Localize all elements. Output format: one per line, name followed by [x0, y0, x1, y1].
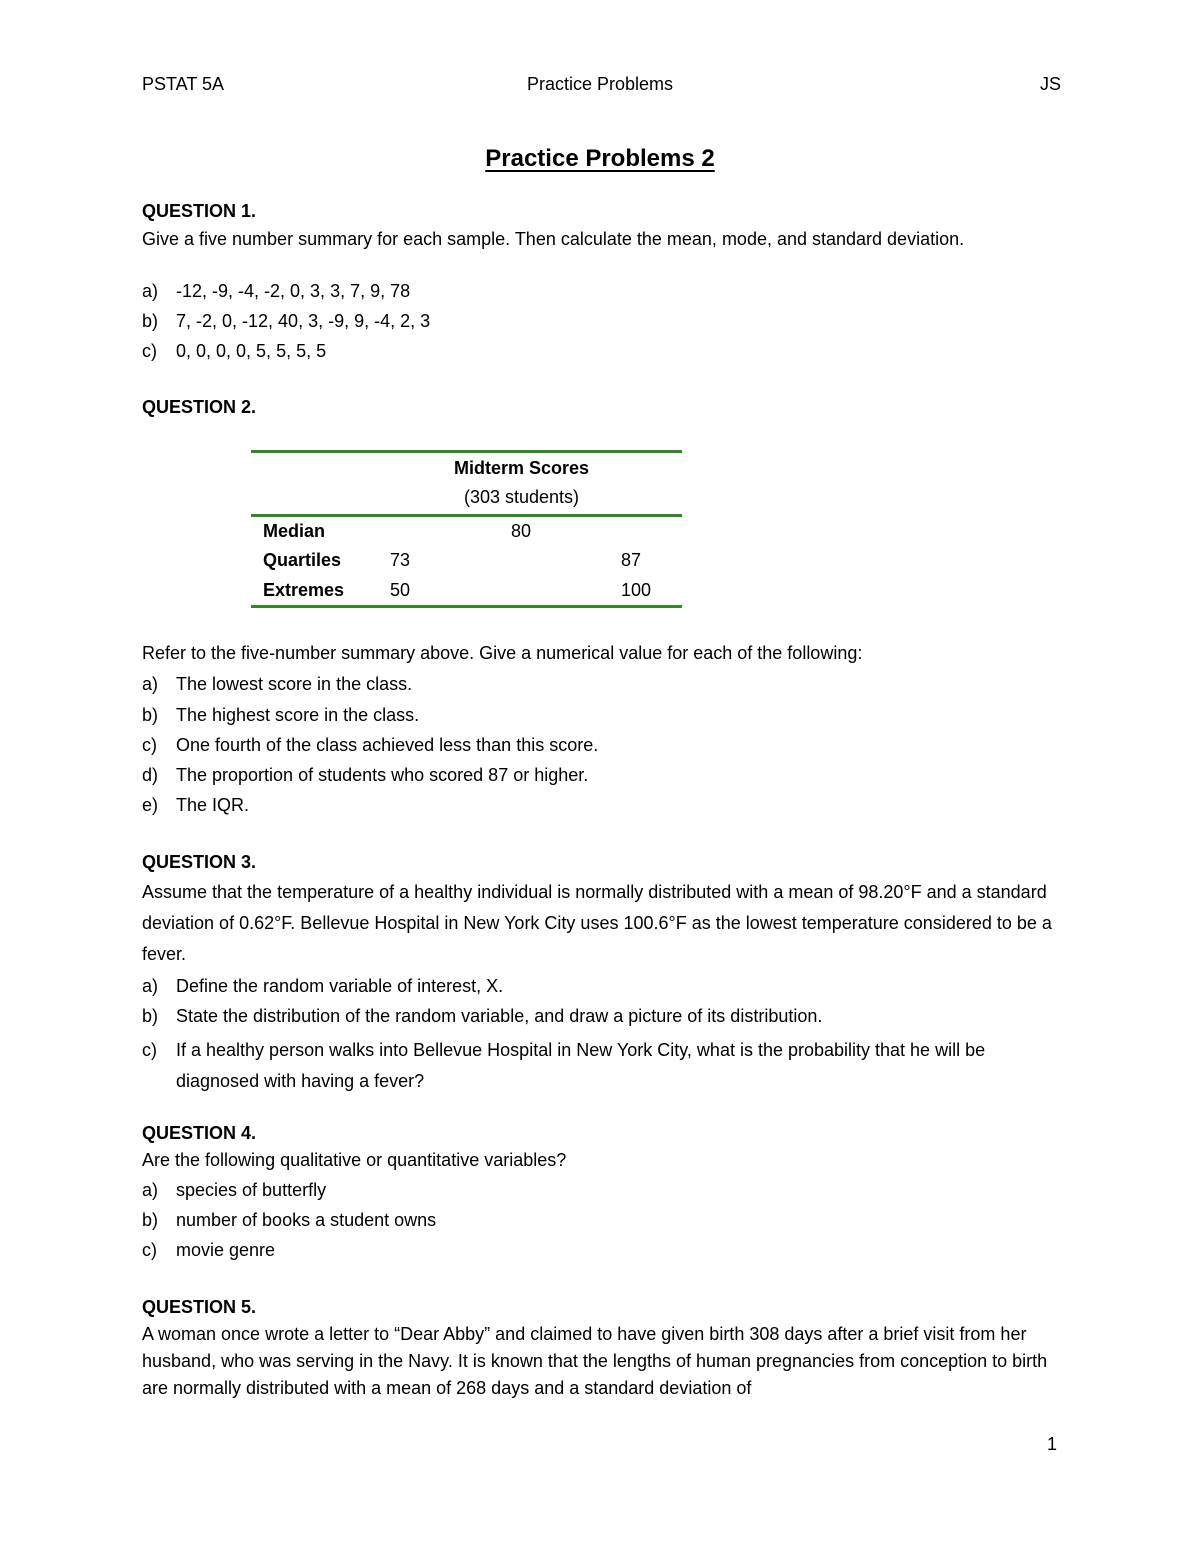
question-2-item-c [142, 734, 1072, 756]
item-text: If a healthy person walks into Bellevue Hospital in New York City, what is the probability that he will be diagnosed with having a fever? [176, 1040, 986, 1091]
question-1-item-a [142, 280, 1072, 302]
question-3-text: Assume that the temperature of a healthy individual is normally distributed with a mean of 98.20°F and a standard deviation of 0.62°F. Bellevue Hospital in New York City uses 100.6°F as the lowest temperature considered to be a fever. [142, 882, 1052, 964]
header-title: Practice Problems [526, 74, 674, 94]
item-label: a) [142, 674, 159, 694]
item-text: species of butterfly [176, 1180, 327, 1200]
question-2-text: Refer to the five-number summary above. Give a numerical value for each of the following: [142, 643, 863, 663]
question-1-item-b [142, 310, 1072, 332]
table-cell-mid: 80 [511, 521, 532, 541]
question-2-heading: QUESTION 2. [142, 397, 257, 417]
question-4-item-b [142, 1209, 1072, 1231]
item-label: b) [142, 705, 159, 725]
table-row-label: Quartiles [263, 550, 342, 570]
item-text: -12, -9, -4, -2, 0, 3, 3, 7, 9, 78 [176, 281, 411, 301]
question-3-item-c [142, 1035, 1072, 1097]
item-text: Define the random variable of interest, X. [176, 976, 504, 996]
item-text: The highest score in the class. [176, 705, 420, 725]
table-title: Midterm Scores [453, 458, 590, 478]
question-4-heading: QUESTION 4. [142, 1123, 257, 1143]
question-2-item-e [142, 794, 1072, 816]
table-cell-high: 100 [621, 580, 652, 600]
header-course: PSTAT 5A [142, 74, 225, 94]
header-initials: JS [1040, 74, 1062, 94]
question-2-item-a [142, 673, 1072, 695]
question-3-heading: QUESTION 3. [142, 852, 257, 872]
question-1-heading: QUESTION 1. [142, 201, 257, 221]
item-label: e) [142, 795, 159, 815]
question-5-heading: QUESTION 5. [142, 1297, 257, 1317]
item-text: movie genre [176, 1240, 276, 1260]
item-label: c) [142, 1040, 157, 1060]
question-1-item-c [142, 340, 1072, 362]
item-text: number of books a student owns [176, 1210, 437, 1230]
item-text: One fourth of the class achieved less than this score. [176, 735, 599, 755]
item-text: The IQR. [176, 795, 250, 815]
question-2-item-b [142, 704, 1072, 726]
question-4-item-a [142, 1179, 1072, 1201]
question-3-item-b [142, 1005, 1072, 1027]
table-header-rule [251, 514, 682, 517]
table-subtitle: (303 students) [463, 487, 580, 507]
question-4-text: Are the following qualitative or quantitative variables? [142, 1150, 567, 1170]
table-top-rule [251, 450, 682, 453]
item-text: 7, -2, 0, -12, 40, 3, -9, 9, -4, 2, 3 [176, 311, 431, 331]
question-2-item-d [142, 764, 1072, 786]
page-title: Practice Problems 2 [485, 145, 715, 172]
question-5-text: A woman once wrote a letter to “Dear Abby” and claimed to have given birth 308 days after a brief visit from her husband, who was serving in the Navy. It is known that the lengths of human pregnancies from conception to birth are normally distributed with a mean of 268 days and a standard deviation of [142, 1324, 1048, 1398]
item-text: 0, 0, 0, 0, 5, 5, 5, 5 [176, 341, 327, 361]
item-text: The proportion of students who scored 87 or higher. [176, 765, 589, 785]
item-label: b) [142, 1210, 159, 1230]
item-label: b) [142, 1006, 159, 1026]
item-label: a) [142, 976, 159, 996]
page-number: 1 [1047, 1434, 1058, 1454]
item-label: c) [142, 341, 157, 361]
item-label: d) [142, 765, 159, 785]
question-4-item-c [142, 1239, 1072, 1261]
table-row-label: Median [263, 521, 326, 541]
table-cell-high: 87 [621, 550, 642, 570]
question-3-item-a [142, 975, 1072, 997]
table-cell-low: 50 [390, 580, 411, 600]
item-label: a) [142, 281, 159, 301]
item-label: c) [142, 1240, 157, 1260]
item-label: a) [142, 1180, 159, 1200]
table-cell-low: 73 [390, 550, 411, 570]
question-1-text: Give a five number summary for each sample. Then calculate the mean, mode, and standard deviation. [142, 229, 965, 249]
item-text: State the distribution of the random variable, and draw a picture of its distribution. [176, 1006, 823, 1026]
item-text: The lowest score in the class. [176, 674, 413, 694]
table-bottom-rule [251, 605, 682, 608]
table-row-label: Extremes [263, 580, 345, 600]
item-label: c) [142, 735, 157, 755]
item-label: b) [142, 311, 159, 331]
